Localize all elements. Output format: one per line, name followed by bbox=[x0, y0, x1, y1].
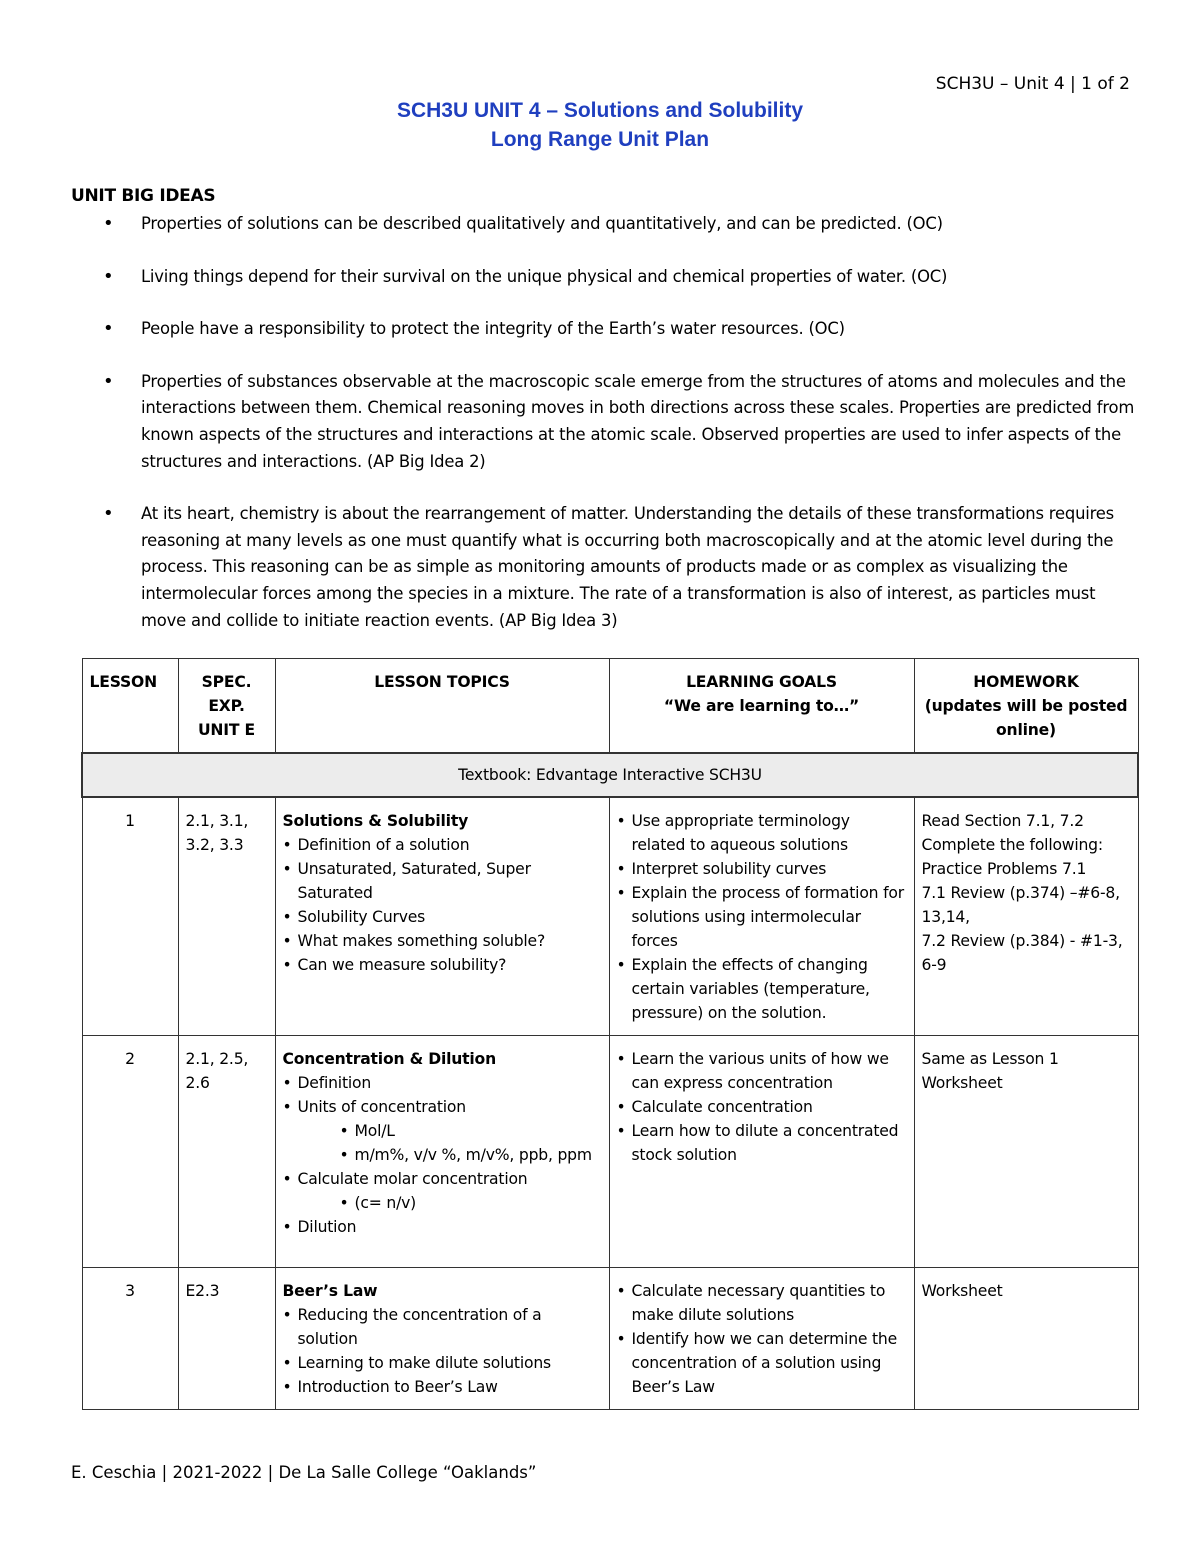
goal-item: • Use appropriate terminology related to aqueous solutions bbox=[617, 809, 907, 857]
header-homework: HOMEWORK (updates will be posted online) bbox=[914, 659, 1138, 754]
big-idea-item: • Properties of substances observable at the macroscopic scale emerge from the structures of atoms and molecules and the interactions between them. Chemical reasoning moves in both directions across these scales. Properties are predicted from known aspects of the structures and interactions at the atomic scale. Observed properties are used to infer aspects of the structures and interactions. (AP Big Idea 2) bbox=[100, 369, 1140, 475]
topic-item: • Unsaturated, Saturated, Super Saturated bbox=[283, 857, 602, 905]
table-header-row bbox=[82, 659, 1138, 754]
topic-item: • Introduction to Beer’s Law bbox=[283, 1375, 602, 1399]
textbook-row bbox=[82, 753, 1138, 797]
goal-item: • Learn how to dilute a concentrated stock solution bbox=[617, 1119, 907, 1167]
topic-item: • Units of concentration bbox=[283, 1095, 602, 1119]
lesson-number: 1 bbox=[82, 797, 178, 1036]
goal-item: • Learn the various units of how we can express concentration bbox=[617, 1047, 907, 1095]
topic-item: • Definition of a solution bbox=[283, 833, 602, 857]
big-idea-item: • People have a responsibility to protect the integrity of the Earth’s water resources. (OC) bbox=[100, 316, 1140, 343]
learning-goals bbox=[609, 797, 914, 1036]
unit-plan-table bbox=[81, 658, 1139, 1410]
homework: Worksheet bbox=[914, 1268, 1138, 1410]
lesson-topics bbox=[275, 1036, 609, 1268]
goal-item: • Calculate concentration bbox=[617, 1095, 907, 1119]
table-row bbox=[82, 1036, 1138, 1268]
learning-goals bbox=[609, 1268, 914, 1410]
page-footer: E. Ceschia | 2021-2022 | De La Salle College “Oaklands” bbox=[71, 1463, 537, 1482]
topic-item: • Learning to make dilute solutions bbox=[283, 1351, 602, 1375]
textbook-label: Textbook: Edvantage Interactive SCH3U bbox=[82, 753, 1138, 797]
topic-subitem: • m/m%, v/v %, m/v%, ppb, ppm bbox=[283, 1143, 602, 1167]
topic-item: • Definition bbox=[283, 1071, 602, 1095]
topic-subitem: • (c= n/v) bbox=[283, 1191, 602, 1215]
lesson-number: 3 bbox=[82, 1268, 178, 1410]
header-topics: LESSON TOPICS bbox=[275, 659, 609, 754]
topic-title: Concentration & Dilution bbox=[282, 1050, 496, 1068]
topic-item: • What makes something soluble? bbox=[283, 929, 602, 953]
title-line-1: SCH3U UNIT 4 – Solutions and Solubility bbox=[396, 99, 804, 122]
goal-item: • Interpret solubility curves bbox=[617, 857, 907, 881]
spec-expectations: 2.1, 2.5, 2.6 bbox=[178, 1036, 275, 1268]
topic-item: • Calculate molar concentration bbox=[283, 1167, 602, 1191]
topic-item: • Can we measure solubility? bbox=[283, 953, 602, 977]
goal-item: • Explain the process of formation for solutions using intermolecular forces bbox=[617, 881, 907, 953]
learning-goals bbox=[609, 1036, 914, 1268]
header-spec: SPEC. EXP. UNIT E bbox=[178, 659, 275, 754]
big-ideas-list bbox=[100, 211, 1140, 660]
topic-item: • Dilution bbox=[283, 1215, 602, 1239]
lesson-topics bbox=[275, 797, 609, 1036]
lesson-topics bbox=[275, 1268, 609, 1410]
table-row bbox=[82, 1268, 1138, 1410]
topic-title: Solutions & Solubility bbox=[282, 812, 469, 830]
big-idea-item: • At its heart, chemistry is about the rearrangement of matter. Understanding the details of these transformations requires reasoning at many levels as one must quantify what is occurring both macroscopically and at the atomic level during the process. This reasoning can be as simple as monitoring amounts of products made or as complex as visualizing the intermolecular forces among the species in a mixture. The rate of a transformation is also of interest, as particles must move and collide to initiate reaction events. (AP Big Idea 3) bbox=[100, 501, 1140, 634]
big-ideas-heading: UNIT BIG IDEAS bbox=[71, 186, 216, 206]
topic-item: • Reducing the concentration of a solution bbox=[283, 1303, 602, 1351]
lesson-number: 2 bbox=[82, 1036, 178, 1268]
spec-expectations: E2.3 bbox=[178, 1268, 275, 1410]
document-title bbox=[0, 96, 1200, 154]
topic-title: Beer’s Law bbox=[282, 1282, 378, 1300]
title-line-2: Long Range Unit Plan bbox=[490, 128, 710, 151]
header-lesson: LESSON bbox=[82, 659, 178, 754]
spec-expectations: 2.1, 3.1, 3.2, 3.3 bbox=[178, 797, 275, 1036]
big-idea-item: • Properties of solutions can be described qualitatively and quantitatively, and can be predicted. (OC) bbox=[100, 211, 1140, 238]
page-header: SCH3U – Unit 4 | 1 of 2 bbox=[935, 74, 1130, 94]
table-row bbox=[82, 797, 1138, 1036]
homework: Read Section 7.1, 7.2 Complete the following: Practice Problems 7.1 7.1 Review (p.374) –#6-8, 13,14, 7.2 Review (p.384) - #1-3, 6-9 bbox=[914, 797, 1138, 1036]
homework: Same as Lesson 1 Worksheet bbox=[914, 1036, 1138, 1268]
header-goals: LEARNING GOALS “We are learning to…” bbox=[609, 659, 914, 754]
topic-subitem: • Mol/L bbox=[283, 1119, 602, 1143]
topic-item: • Solubility Curves bbox=[283, 905, 602, 929]
goal-item: • Identify how we can determine the concentration of a solution using Beer’s Law bbox=[617, 1327, 907, 1399]
big-idea-item: • Living things depend for their survival on the unique physical and chemical properties of water. (OC) bbox=[100, 264, 1140, 291]
goal-item: • Calculate necessary quantities to make dilute solutions bbox=[617, 1279, 907, 1327]
goal-item: • Explain the effects of changing certain variables (temperature, pressure) on the solution. bbox=[617, 953, 907, 1025]
